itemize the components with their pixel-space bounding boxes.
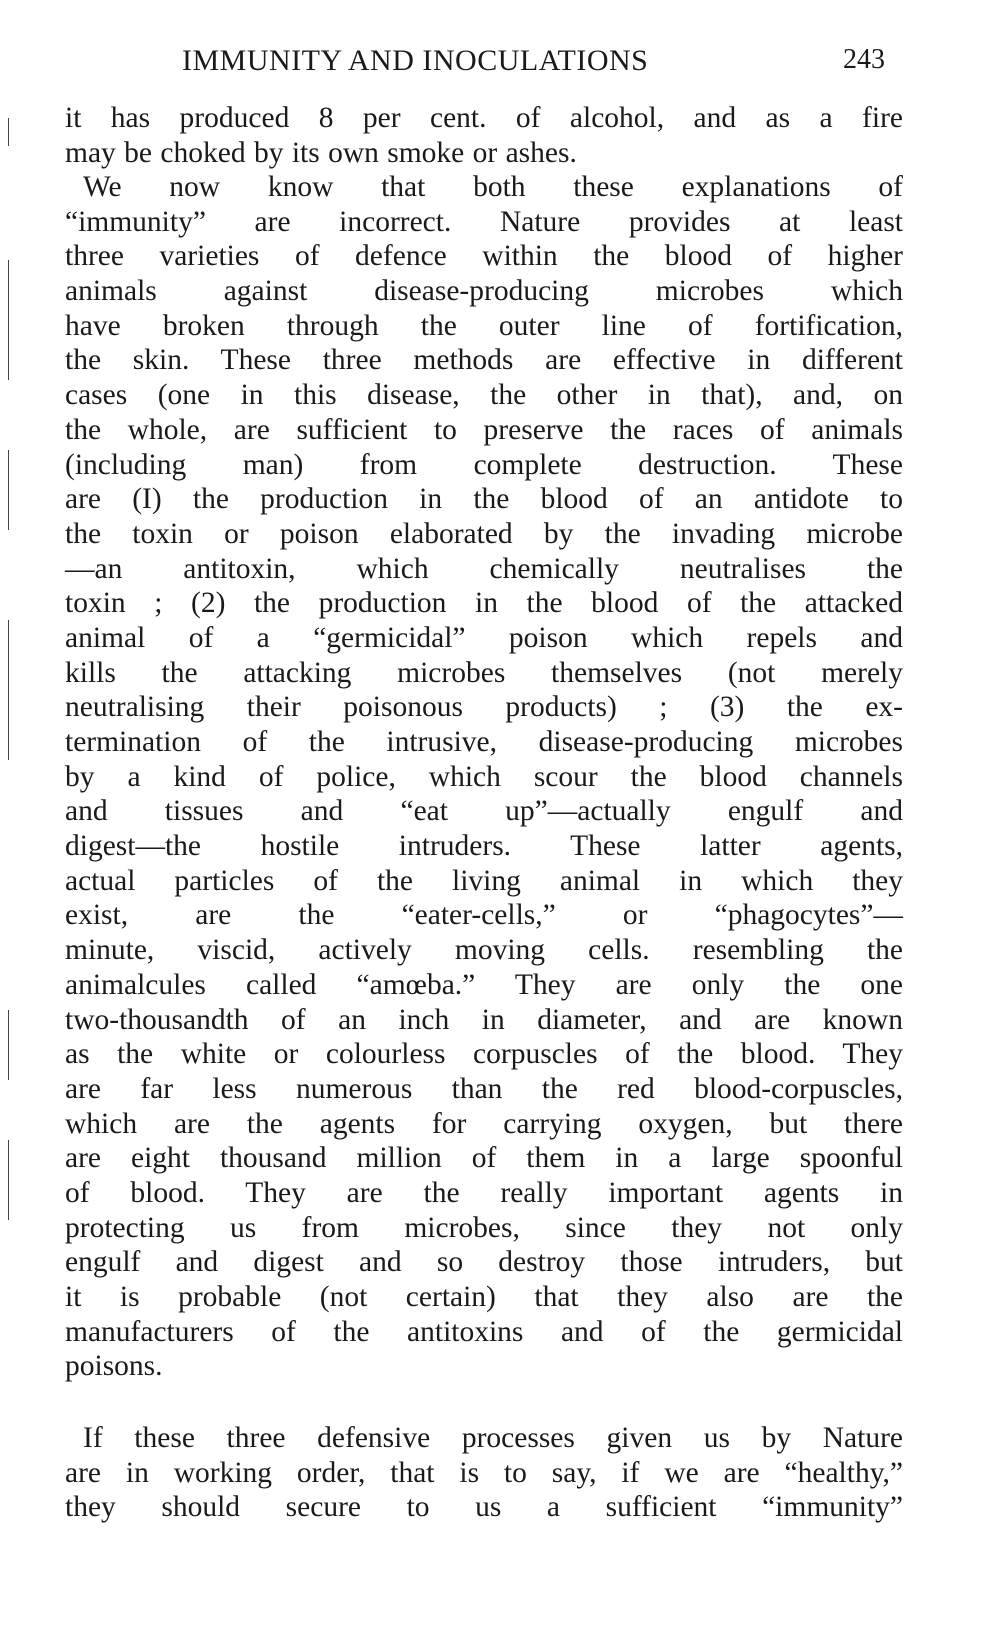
text-line: protecting us from microbes, since they not only [65, 1211, 903, 1244]
text-line: are in working order, that is to say, if we are “healthy,” [65, 1456, 903, 1489]
text-line: kills the attacking microbes themselves (not merely [65, 656, 903, 689]
text-line: are eight thousand million of them in a large spoonful [65, 1142, 903, 1175]
text-line: actual particles of the living animal in which they [65, 864, 903, 897]
text-line: —an antitoxin, which chemically neutralises the [65, 552, 903, 585]
text-line: two-thousandth of an inch in diameter, and are known [65, 1003, 903, 1036]
text-line: neutralising their poisonous products) ; (3) the ex- [65, 691, 903, 724]
text-line: digest—the hostile intruders. These latter agents, [65, 830, 903, 863]
text-line: If these three defensive processes given us by Nature [83, 1422, 903, 1454]
text-line: have broken through the outer line of fortification, [65, 309, 903, 342]
text-line: animalcules called “amœba.” They are only the one [65, 968, 903, 1001]
text-line: three varieties of defence within the blood of higher [65, 240, 903, 273]
margin-mark [8, 1140, 9, 1220]
margin-mark [8, 450, 9, 530]
text-line: they should secure to us a sufficient “immunity” [65, 1491, 903, 1524]
margin-mark [8, 260, 9, 380]
text-line: poisons. [65, 1350, 163, 1383]
text-line: the toxin or poison elaborated by the invading microbe [65, 517, 903, 550]
running-header [0, 44, 1000, 84]
text-line: exist, are the “eater-cells,” or “phagocytes”— [65, 899, 903, 932]
running-title: IMMUNITY AND INOCULATIONS [182, 44, 649, 77]
text-line: the skin. These three methods are effective in different [65, 344, 903, 377]
text-line: animals against disease-producing microbes which [65, 275, 903, 308]
text-line: toxin ; (2) the production in the blood of the attacked [65, 587, 903, 620]
text-line: are (I) the production in the blood of an antidote to [65, 483, 903, 516]
text-line: and tissues and “eat up”—actually engulf and [65, 795, 903, 828]
text-line: may be choked by its own smoke or ashes. [65, 136, 577, 169]
text-line: manufacturers of the antitoxins and of the germicidal [65, 1315, 903, 1348]
text-line: animal of a “germicidal” poison which repels and [65, 621, 903, 654]
text-line: as the white or colourless corpuscles of the blood. They [65, 1038, 903, 1071]
paragraph-continued [65, 101, 903, 170]
text-line: engulf and digest and so destroy those intruders, but [65, 1246, 903, 1279]
text-line: termination of the intrusive, disease-producing microbes [65, 726, 903, 758]
text-line: by a kind of police, which scour the blood channels [65, 760, 903, 793]
text-line: of blood. They are the really important agents in [65, 1176, 903, 1209]
text-line: cases (one in this disease, the other in that), and, on [65, 379, 903, 412]
text-line: which are the agents for carrying oxygen, but there [65, 1107, 903, 1140]
margin-mark [8, 620, 9, 760]
text-line: (including man) from complete destruction. These [65, 448, 903, 481]
text-line: are far less numerous than the red blood-corpuscles, [65, 1072, 903, 1105]
margin-mark [8, 118, 9, 146]
paragraph-defensive-processes [65, 1421, 903, 1525]
text-line: minute, viscid, actively moving cells. resembling the [65, 934, 903, 967]
text-line: We now know that both these explanations of [83, 171, 903, 203]
text-line: “immunity” are incorrect. Nature provides at least [65, 205, 903, 238]
margin-mark [8, 1010, 9, 1080]
text-line: it is probable (not certain) that they also are the [65, 1281, 903, 1313]
page-number: 243 [843, 44, 885, 75]
paragraph-immunity-defences [65, 170, 903, 1384]
text-line: the whole, are sufficient to preserve the races of animals [65, 413, 903, 446]
text-line: it has produced 8 per cent. of alcohol, and as a fire [65, 102, 903, 134]
